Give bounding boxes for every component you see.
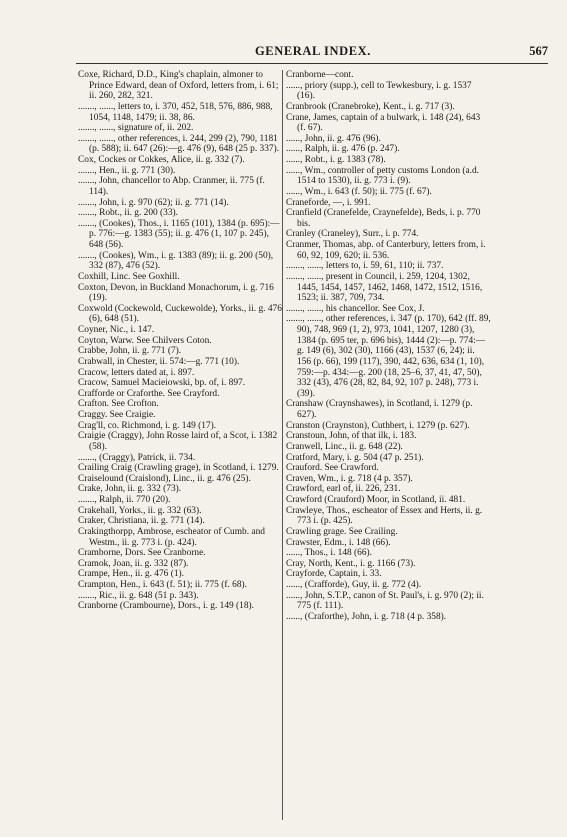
index-entry: Cramborne, Dors. See Cranborne. — [78, 548, 206, 559]
index-entry: ......., (Cookes), Thos., i. 1165 (101), 1384 (p. 695):—p. 776:—g. 1383 (55); ii. g. 476 (1, 107 p. 245), 648 (56). — [78, 218, 280, 250]
index-entry: Crawford, earl of, ii. 226, 231. — [286, 484, 401, 495]
index-entry: Crampe, Hen., ii. g. 476 (1). — [78, 569, 184, 580]
index-entry: ......, Thos., i. 148 (66). — [286, 548, 373, 559]
index-entry: Cracow, Samuel Macieiowski, bp. of, i. 897. — [78, 378, 246, 389]
index-entry: ......., John, i. g. 970 (62); ii. g. 771 (14). — [78, 197, 229, 208]
index-entry: ......., (Craggy), Patrick, ii. 734. — [78, 452, 196, 463]
index-entry: Cranston (Craynston), Cuthbert, i. 1279 (p. 627). — [286, 420, 470, 431]
index-entry: ......., ......, other references, i. 244, 299 (2), 790, 1181 (p. 588); ii. 647 (26):—g. 476 (9), 648 (25 p. 337). — [78, 133, 280, 155]
index-entry: Craneforde, —, i. 991. — [286, 197, 371, 208]
index-entry: ......, Robt., i. g. 1383 (78). — [286, 155, 386, 165]
index-entry: ......., ......, present in Council, i. 259, 1204, 1302, 1445, 1454, 1457, 1462, 1468, 1472, 1512, 1516, 1523; ii. 387, 709, 734. — [286, 271, 483, 304]
index-entry: Crawling grage. See Crailing. — [286, 526, 398, 537]
index-entry: Craigie (Craggy), John Rosse laird of, a Scot, i. 1382 (58). — [78, 431, 278, 452]
index-entry: Crailing Craig (Crawling grage), in Scotland, i. 1279. — [78, 463, 279, 474]
index-entry: ......., ......, his chancellor. See Cox, J. — [286, 303, 425, 314]
index-entry: ......., Ric., ii. g. 648 (51 p. 343). — [78, 590, 199, 601]
index-entry: Cratford, Mary, i. g. 504 (47 p. 251). — [286, 452, 424, 463]
index-entry: Craggy. See Craigie. — [78, 410, 156, 420]
index-entry: Cox, Cockes or Cokkes, Alice, ii. g. 332 (7). — [78, 155, 245, 165]
index-entry: Crake, John, ii. g. 332 (73). — [78, 484, 182, 495]
index-entry: ......., ......, signature of, ii. 202. — [78, 123, 194, 134]
index-entry: ......., (Cookes), Wm., i. g. 1383 (89); ii. g. 200 (50), 332 (87), 476 (52). — [78, 250, 274, 272]
index-entry: Coxwold (Cockewold, Cuckewolde), Yorks., ii. g. 476 (6), 648 (51). — [78, 303, 282, 325]
index-entry: Crabwall, in Chester, ii. 574:—g. 771 (10). — [78, 356, 240, 367]
index-entry: Coxton, Devon, in Buckland Monachorum, i. g. 716 (19). — [78, 282, 274, 304]
index-entry: Cranley (Craneley), Surr., i. p. 774. — [286, 229, 419, 240]
index-entry: ......, (Crafforde), Guy, ii. g. 772 (4). — [286, 580, 422, 590]
index-entry: Cranstoun, John, of that ilk, i. 183. — [286, 431, 417, 442]
index-entry: Crafton. See Crofton. — [78, 399, 159, 410]
index-entry: Craiselound (Craislond), Linc., ii. g. 476 (25). — [78, 473, 251, 484]
index-entry: ......, Wm., controller of petty customs London (a.d. 1514 to 1530), ii. g. 773 i. (9). — [286, 165, 480, 187]
index-entry: ......, Wm., i. 643 (f. 50); ii. 775 (f. 67). — [286, 186, 432, 197]
index-entry: Crawster, Edm., i. 148 (66). — [286, 537, 391, 548]
running-title: GENERAL INDEX. — [254, 44, 372, 58]
index-entry: Crawford (Crauford) Moor, in Scotland, ii. 481. — [286, 495, 466, 505]
index-entry: Coyton, Warw. See Chilvers Coton. — [78, 335, 212, 346]
index-entry: Cranfield (Cranefelde, Craynefelde), Beds, i. p. 770 bis. — [286, 208, 481, 229]
index-entry: Cray, North, Kent., i. g. 1166 (73). — [286, 558, 416, 569]
index-entry: ......., ......, other references, i. 347 (p. 170), 642 (ff. 89, 90), 748, 969 (1, 2), 973, 1041, 1207, 1280 (3), 1384 (p. 695 ter, p. 696 bis), 1444 (2):—p. 774:—g. 149 (6), 302 (30), 1166 (43), 1537 (6, 24); ii. 156 (p. 66), 199 (117), 390, 442, 636, 634 (1, 10), 759:—p. 434:—g. 200 (18, 25–6, 37, 41, 47, 50), 332 (43), 476 (28, 82, 84, 92, 107 p. 248), 773 i. (39). — [286, 314, 491, 399]
index-entry: Crafforde or Craforthe. See Crayford. — [78, 388, 220, 399]
index-entry: Craker, Christiana, ii. g. 771 (14). — [78, 516, 205, 527]
index-entry: ......, Ralph, ii. g. 476 (p. 247). — [286, 144, 400, 155]
index-entry: Cracow, letters dated at, i. 897. — [78, 367, 195, 378]
index-entry: ......, priory (supp.), cell to Tewkesbury, i. g. 1537 (16). — [286, 80, 472, 102]
index-entry: Cranwell, Linc., ii. g. 648 (22). — [286, 441, 403, 452]
index-entry: Cranshaw (Craynshawes), in Scotland, i. 1279 (p. 627). — [286, 399, 473, 420]
index-entry: Cranmer, Thomas, abp. of Canterbury, letters from, i. 60, 92, 109, 620; ii. 536. — [286, 240, 486, 261]
index-entry: ......., ......, letters to, i. 59, 61, 110; ii. 737. — [286, 261, 444, 272]
index-entry: Crakehall, Yorks., ii. g. 332 (63). — [78, 505, 202, 516]
index-entry: Crampton, Hen., i. 643 (f. 51); ii. 775 (f. 68). — [78, 580, 247, 590]
column-divider — [282, 70, 283, 820]
index-entry: Coxhill, Linc. See Goxhill. — [78, 271, 180, 282]
index-entry: ......., Hen., ii. g. 771 (30). — [78, 165, 176, 176]
index-entry: ......., ......, letters to, i. 370, 452, 518, 576, 886, 988, 1054, 1148, 1479; ii. 38, 86. — [78, 101, 273, 123]
page-header — [78, 44, 548, 60]
header-rule — [76, 63, 548, 64]
index-entry: Coxe, Richard, D.D., King's chaplain, almoner to Prince Edward, dean of Oxford, letters from, i. 61; ii. 260, 282, 321. — [78, 70, 279, 102]
index-entry: Coyner, Nic., i. 147. — [78, 325, 155, 335]
index-entry: ......., Ralph, ii. 770 (20). — [78, 495, 171, 505]
index-entry: Crabbe, John, ii. g. 771 (7). — [78, 346, 182, 357]
index-entry: Cranborne—cont. — [286, 70, 354, 80]
index-entry: Crane, James, captain of a bulwark, i. 148 (24), 643 (f. 67). — [286, 112, 481, 134]
index-entry: ......, (Craforthe), John, i. g. 718 (4 p. 358). — [286, 611, 447, 622]
index-entry: Cranborne (Crambourne), Dors., i. g. 149 (18). — [78, 601, 255, 612]
index-entry: ......, John, S.T.P., canon of St. Paul's, i. g. 970 (2); ii. 775 (f. 111). — [286, 590, 484, 612]
index-entry: ......, John, ii. g. 476 (96). — [286, 133, 381, 144]
index-entry: Crauford. See Crawford. — [286, 463, 379, 474]
index-entry: ......., John, chancellor to Abp. Cranmer, ii. 775 (f. 114). — [78, 176, 265, 197]
page-number: 567 — [529, 44, 548, 58]
index-column-left — [78, 70, 283, 612]
index-entry: ......., Robt., ii. g. 200 (33). — [78, 208, 178, 219]
index-entry: Crakingthorpp, Ambrose, escheator of Cumb. and Westm., ii. g. 773 i. (p. 424). — [78, 526, 265, 548]
index-entry: Craven, Wm., i. g. 718 (4 p. 357). — [286, 473, 413, 484]
index-entry: Cranbrook (Cranebroke), Kent., i. g. 717 (3). — [286, 101, 455, 112]
index-entry: Crag'll, co. Richmond, i. g. 149 (17). — [78, 420, 217, 431]
index-column-right — [286, 70, 491, 623]
index-entry: Crawleye, Thos., escheator of Essex and Herts, ii. g. 773 i. (p. 425). — [286, 505, 483, 527]
index-entry: Crayforde, Captain, i. 33. — [286, 569, 382, 580]
index-entry: Cramok, Joan, ii. g. 332 (87). — [78, 558, 189, 569]
